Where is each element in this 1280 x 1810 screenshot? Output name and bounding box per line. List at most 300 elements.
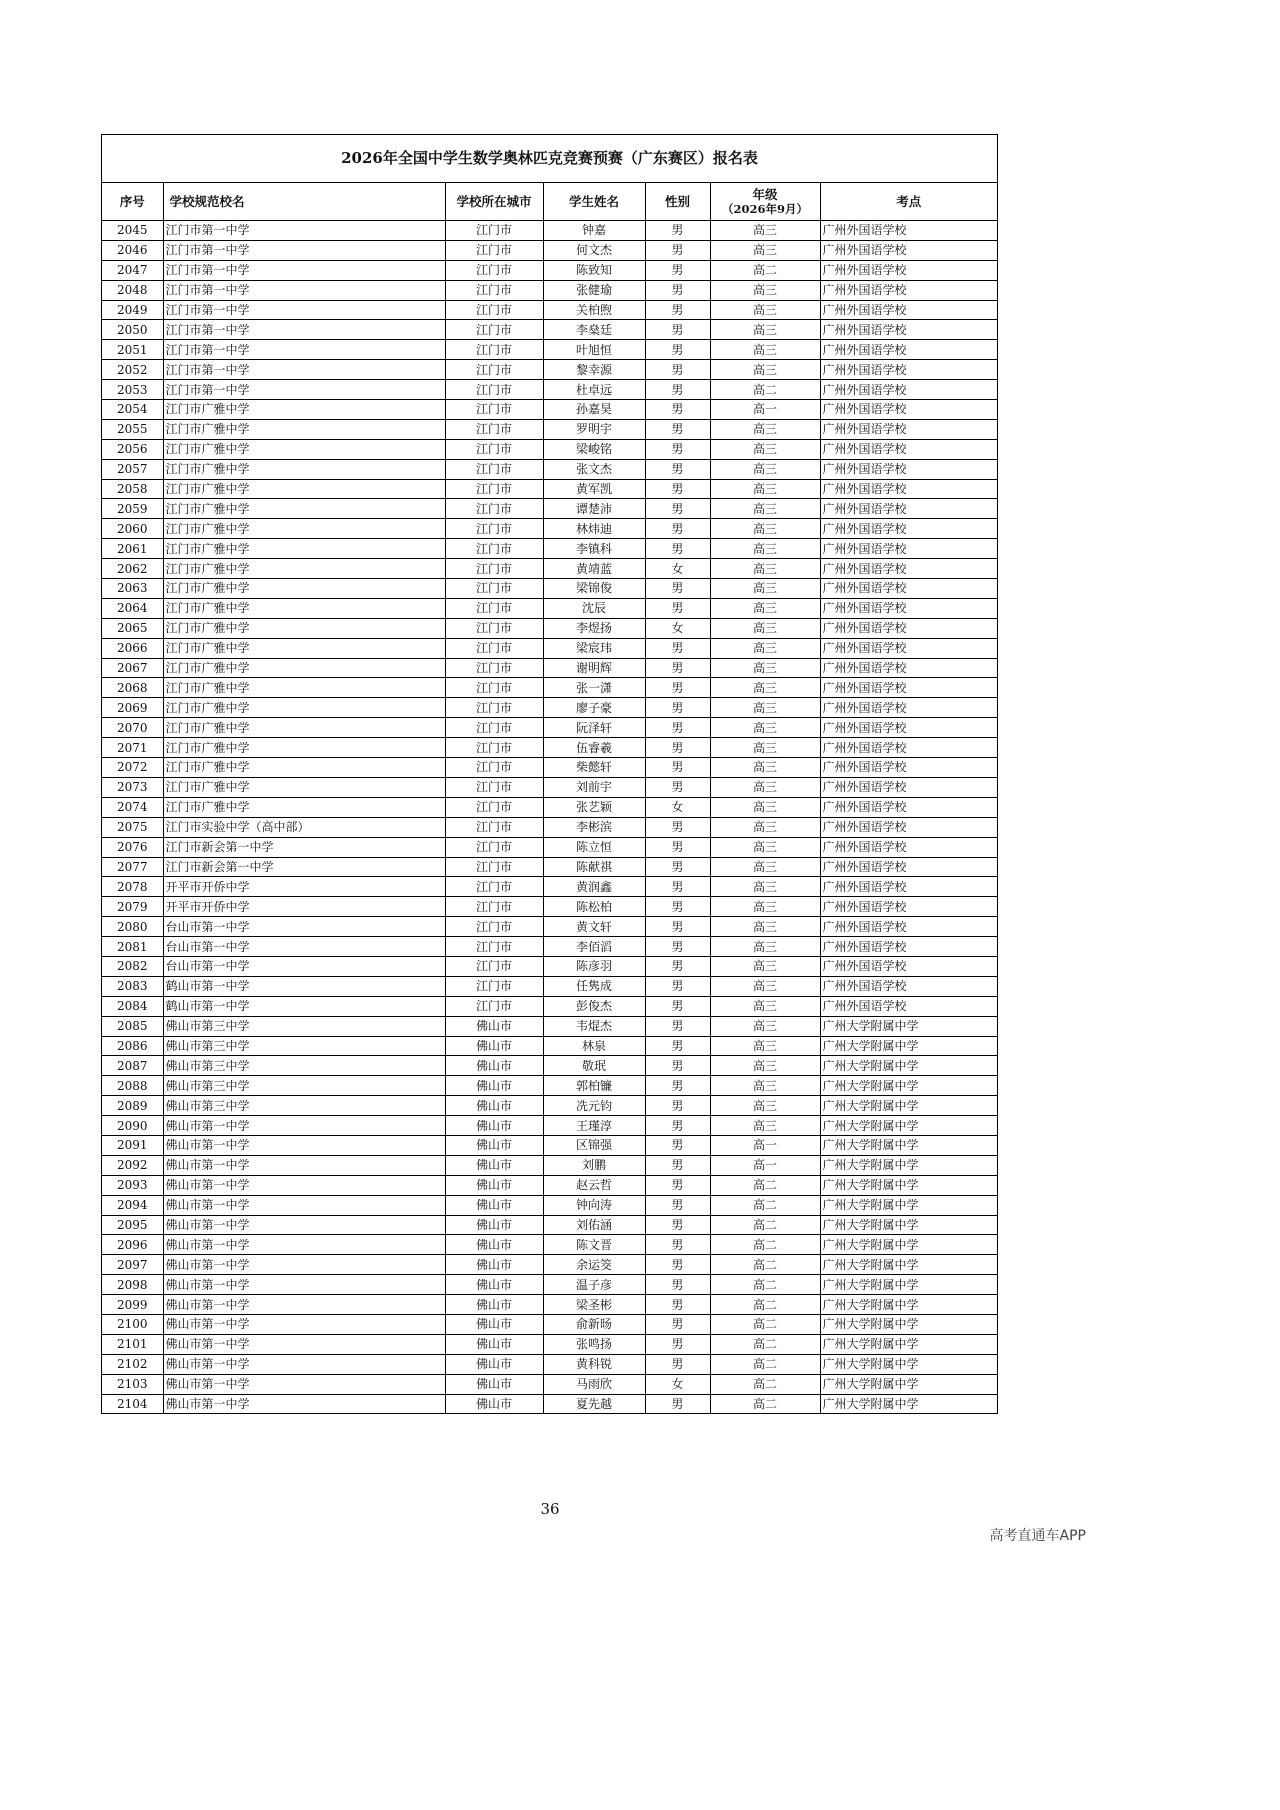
- cell-venue: 广州外国语学校: [820, 857, 997, 877]
- cell-school: 江门市第一中学: [163, 380, 445, 400]
- cell-city: 佛山市: [445, 1275, 543, 1295]
- cell-name: 黎幸源: [543, 360, 645, 380]
- table-row: [102, 1135, 997, 1155]
- table-row: [102, 1334, 997, 1354]
- cell-venue: 广州外国语学校: [820, 419, 997, 439]
- cell-gender: 男: [645, 221, 710, 241]
- cell-no: 2078: [102, 877, 163, 897]
- cell-name: 钟嘉: [543, 221, 645, 241]
- table-row: [102, 340, 997, 360]
- cell-city: 佛山市: [445, 1235, 543, 1255]
- cell-city: 佛山市: [445, 1334, 543, 1354]
- cell-grade: 高三: [710, 340, 820, 360]
- cell-school: 佛山市第一中学: [163, 1215, 445, 1235]
- cell-name: 赵云哲: [543, 1175, 645, 1195]
- cell-name: 马雨欣: [543, 1374, 645, 1394]
- cell-grade: 高三: [710, 857, 820, 877]
- cell-city: 佛山市: [445, 1314, 543, 1334]
- cell-no: 2083: [102, 976, 163, 996]
- cell-name: 黄军凯: [543, 479, 645, 499]
- cell-city: 江门市: [445, 718, 543, 738]
- cell-school: 江门市广雅中学: [163, 439, 445, 459]
- cell-school: 鹤山市第一中学: [163, 996, 445, 1016]
- cell-gender: 男: [645, 419, 710, 439]
- cell-city: 江门市: [445, 221, 543, 241]
- cell-no: 2080: [102, 917, 163, 937]
- cell-grade: 高三: [710, 758, 820, 778]
- cell-school: 佛山市第一中学: [163, 1374, 445, 1394]
- cell-gender: 男: [645, 638, 710, 658]
- cell-city: 佛山市: [445, 1215, 543, 1235]
- table-row: [102, 1036, 997, 1056]
- cell-grade: 高三: [710, 360, 820, 380]
- document-title: 2026年全国中学生数学奥林匹克竞赛预赛（广东赛区）报名表: [102, 135, 997, 183]
- cell-venue: 广州外国语学校: [820, 579, 997, 599]
- cell-school: 江门市新会第一中学: [163, 857, 445, 877]
- cell-city: 江门市: [445, 857, 543, 877]
- cell-venue: 广州大学附属中学: [820, 1314, 997, 1334]
- cell-venue: 广州外国语学校: [820, 638, 997, 658]
- cell-name: 黄润鑫: [543, 877, 645, 897]
- cell-gender: 男: [645, 1096, 710, 1116]
- table-row: [102, 1394, 997, 1413]
- cell-gender: 男: [645, 340, 710, 360]
- cell-no: 2059: [102, 499, 163, 519]
- cell-name: 李佰滔: [543, 937, 645, 957]
- cell-grade: 高二: [710, 1314, 820, 1334]
- table-row: [102, 419, 997, 439]
- cell-grade: 高三: [710, 976, 820, 996]
- cell-school: 江门市广雅中学: [163, 797, 445, 817]
- cell-no: 2072: [102, 758, 163, 778]
- cell-grade: 高二: [710, 1334, 820, 1354]
- cell-gender: 男: [645, 738, 710, 758]
- cell-school: 江门市广雅中学: [163, 419, 445, 439]
- cell-name: 任隽成: [543, 976, 645, 996]
- cell-grade: 高三: [710, 738, 820, 758]
- cell-name: 陈献祺: [543, 857, 645, 877]
- cell-name: 梁峻铭: [543, 439, 645, 459]
- cell-gender: 男: [645, 658, 710, 678]
- table-row: [102, 1354, 997, 1374]
- cell-venue: 广州外国语学校: [820, 797, 997, 817]
- cell-gender: 男: [645, 1394, 710, 1413]
- table-row: [102, 1016, 997, 1036]
- cell-name: 余运筊: [543, 1255, 645, 1275]
- cell-school: 江门市第一中学: [163, 360, 445, 380]
- cell-name: 张鸣扬: [543, 1334, 645, 1354]
- table-row: [102, 1155, 997, 1175]
- col-header-grade: [710, 183, 820, 221]
- cell-no: 2090: [102, 1116, 163, 1136]
- col-header-gender: 性别: [645, 183, 710, 221]
- cell-gender: 男: [645, 718, 710, 738]
- cell-gender: 男: [645, 380, 710, 400]
- cell-name: 郭柏镰: [543, 1076, 645, 1096]
- cell-gender: 女: [645, 559, 710, 579]
- header-row: [102, 183, 997, 221]
- cell-name: 孙嘉昊: [543, 400, 645, 420]
- table-row: [102, 797, 997, 817]
- cell-venue: 广州外国语学校: [820, 678, 997, 698]
- table-row: [102, 638, 997, 658]
- table-row: [102, 1275, 997, 1295]
- table-row: [102, 598, 997, 618]
- cell-no: 2051: [102, 340, 163, 360]
- cell-school: 开平市开侨中学: [163, 877, 445, 897]
- cell-no: 2095: [102, 1215, 163, 1235]
- cell-no: 2085: [102, 1016, 163, 1036]
- cell-grade: 高三: [710, 479, 820, 499]
- cell-grade: 高三: [710, 419, 820, 439]
- cell-venue: 广州大学附属中学: [820, 1155, 997, 1175]
- cell-name: 陈彦羽: [543, 956, 645, 976]
- cell-school: 江门市广雅中学: [163, 400, 445, 420]
- cell-school: 江门市广雅中学: [163, 519, 445, 539]
- cell-grade: 高三: [710, 1036, 820, 1056]
- cell-venue: 广州大学附属中学: [820, 1076, 997, 1096]
- cell-grade: 高二: [710, 380, 820, 400]
- col-header-grade-label: 年级: [752, 186, 778, 202]
- table-row: [102, 658, 997, 678]
- cell-venue: 广州外国语学校: [820, 658, 997, 678]
- cell-school: 台山市第一中学: [163, 956, 445, 976]
- cell-name: 张文杰: [543, 459, 645, 479]
- cell-no: 2086: [102, 1036, 163, 1056]
- cell-gender: 男: [645, 1354, 710, 1374]
- cell-no: 2084: [102, 996, 163, 1016]
- table-row: [102, 857, 997, 877]
- cell-school: 江门市新会第一中学: [163, 837, 445, 857]
- cell-gender: 男: [645, 439, 710, 459]
- cell-city: 佛山市: [445, 1056, 543, 1076]
- cell-city: 佛山市: [445, 1116, 543, 1136]
- cell-gender: 男: [645, 479, 710, 499]
- cell-grade: 高三: [710, 1016, 820, 1036]
- cell-school: 佛山市第三中学: [163, 1076, 445, 1096]
- cell-gender: 男: [645, 320, 710, 340]
- cell-gender: 男: [645, 837, 710, 857]
- cell-school: 佛山市第一中学: [163, 1135, 445, 1155]
- cell-no: 2049: [102, 300, 163, 320]
- cell-grade: 高三: [710, 797, 820, 817]
- cell-no: 2058: [102, 479, 163, 499]
- cell-grade: 高三: [710, 240, 820, 260]
- cell-venue: 广州外国语学校: [820, 320, 997, 340]
- cell-city: 江门市: [445, 897, 543, 917]
- cell-city: 江门市: [445, 976, 543, 996]
- table-row: [102, 360, 997, 380]
- cell-venue: 广州外国语学校: [820, 360, 997, 380]
- cell-name: 钟向涛: [543, 1195, 645, 1215]
- cell-name: 区锦强: [543, 1135, 645, 1155]
- cell-gender: 男: [645, 678, 710, 698]
- cell-gender: 男: [645, 519, 710, 539]
- cell-venue: 广州外国语学校: [820, 718, 997, 738]
- cell-name: 梁圣彬: [543, 1295, 645, 1315]
- cell-school: 台山市第一中学: [163, 917, 445, 937]
- cell-school: 佛山市第一中学: [163, 1314, 445, 1334]
- table-row: [102, 459, 997, 479]
- cell-gender: 男: [645, 459, 710, 479]
- cell-gender: 男: [645, 698, 710, 718]
- cell-gender: 男: [645, 777, 710, 797]
- cell-no: 2045: [102, 221, 163, 241]
- col-header-school: 学校规范校名: [163, 183, 445, 221]
- cell-city: 江门市: [445, 360, 543, 380]
- table-row: [102, 897, 997, 917]
- cell-city: 佛山市: [445, 1175, 543, 1195]
- cell-city: 佛山市: [445, 1255, 543, 1275]
- table-row: [102, 300, 997, 320]
- cell-name: 李燊廷: [543, 320, 645, 340]
- cell-gender: 男: [645, 976, 710, 996]
- cell-venue: 广州外国语学校: [820, 519, 997, 539]
- cell-gender: 男: [645, 240, 710, 260]
- cell-gender: 男: [645, 499, 710, 519]
- table-row: [102, 1235, 997, 1255]
- cell-gender: 男: [645, 1195, 710, 1215]
- cell-no: 2053: [102, 380, 163, 400]
- cell-name: 谭楚沛: [543, 499, 645, 519]
- table-row: [102, 758, 997, 778]
- table-row: [102, 1295, 997, 1315]
- cell-school: 江门市广雅中学: [163, 459, 445, 479]
- cell-name: 林泉: [543, 1036, 645, 1056]
- cell-venue: 广州外国语学校: [820, 459, 997, 479]
- col-header-name: 学生姓名: [543, 183, 645, 221]
- cell-school: 江门市广雅中学: [163, 738, 445, 758]
- cell-school: 佛山市第三中学: [163, 1056, 445, 1076]
- cell-grade: 高三: [710, 539, 820, 559]
- cell-city: 江门市: [445, 956, 543, 976]
- cell-venue: 广州外国语学校: [820, 758, 997, 778]
- cell-no: 2060: [102, 519, 163, 539]
- cell-city: 江门市: [445, 877, 543, 897]
- cell-gender: 男: [645, 1155, 710, 1175]
- cell-venue: 广州外国语学校: [820, 996, 997, 1016]
- cell-gender: 男: [645, 1275, 710, 1295]
- col-header-venue: 考点: [820, 183, 997, 221]
- cell-school: 佛山市第一中学: [163, 1195, 445, 1215]
- cell-school: 江门市第一中学: [163, 340, 445, 360]
- cell-no: 2073: [102, 777, 163, 797]
- cell-venue: 广州外国语学校: [820, 499, 997, 519]
- cell-city: 江门市: [445, 658, 543, 678]
- table-row: [102, 877, 997, 897]
- cell-city: 江门市: [445, 479, 543, 499]
- cell-city: 江门市: [445, 400, 543, 420]
- cell-venue: 广州大学附属中学: [820, 1036, 997, 1056]
- table-row: [102, 439, 997, 459]
- cell-school: 江门市广雅中学: [163, 539, 445, 559]
- cell-venue: 广州外国语学校: [820, 439, 997, 459]
- cell-gender: 男: [645, 300, 710, 320]
- cell-venue: 广州外国语学校: [820, 280, 997, 300]
- cell-school: 鹤山市第一中学: [163, 976, 445, 996]
- cell-grade: 高一: [710, 400, 820, 420]
- cell-school: 江门市广雅中学: [163, 559, 445, 579]
- cell-no: 2104: [102, 1394, 163, 1413]
- cell-city: 江门市: [445, 678, 543, 698]
- cell-name: 叶旭恒: [543, 340, 645, 360]
- cell-city: 佛山市: [445, 1354, 543, 1374]
- cell-city: 佛山市: [445, 1374, 543, 1394]
- col-header-grade-sub: （2026年9月）: [721, 201, 808, 216]
- col-header-city: 学校所在城市: [445, 183, 543, 221]
- cell-city: 江门市: [445, 917, 543, 937]
- cell-city: 江门市: [445, 837, 543, 857]
- cell-no: 2103: [102, 1374, 163, 1394]
- table-row: [102, 380, 997, 400]
- cell-school: 江门市广雅中学: [163, 579, 445, 599]
- cell-name: 李彬滨: [543, 817, 645, 837]
- cell-name: 陈立恒: [543, 837, 645, 857]
- table-row: [102, 976, 997, 996]
- cell-gender: 男: [645, 1076, 710, 1096]
- cell-grade: 高三: [710, 1116, 820, 1136]
- cell-school: 江门市广雅中学: [163, 758, 445, 778]
- cell-name: 黄靖蓝: [543, 559, 645, 579]
- cell-city: 佛山市: [445, 1076, 543, 1096]
- cell-name: 陈致知: [543, 260, 645, 280]
- cell-venue: 广州外国语学校: [820, 260, 997, 280]
- cell-city: 江门市: [445, 579, 543, 599]
- cell-name: 李镇科: [543, 539, 645, 559]
- cell-school: 江门市广雅中学: [163, 718, 445, 738]
- cell-name: 陈松柏: [543, 897, 645, 917]
- cell-no: 2047: [102, 260, 163, 280]
- cell-venue: 广州外国语学校: [820, 976, 997, 996]
- table-row: [102, 817, 997, 837]
- cell-school: 江门市第一中学: [163, 300, 445, 320]
- cell-venue: 广州外国语学校: [820, 221, 997, 241]
- cell-no: 2082: [102, 956, 163, 976]
- cell-city: 江门市: [445, 539, 543, 559]
- cell-grade: 高三: [710, 996, 820, 1016]
- cell-school: 江门市第一中学: [163, 260, 445, 280]
- cell-grade: 高二: [710, 1255, 820, 1275]
- cell-grade: 高三: [710, 917, 820, 937]
- table-row: [102, 1096, 997, 1116]
- cell-school: 江门市第一中学: [163, 221, 445, 241]
- table-row: [102, 1314, 997, 1334]
- cell-no: 2055: [102, 419, 163, 439]
- table-row: [102, 519, 997, 539]
- cell-name: 谢明辉: [543, 658, 645, 678]
- cell-venue: 广州大学附属中学: [820, 1195, 997, 1215]
- cell-venue: 广州大学附属中学: [820, 1354, 997, 1374]
- cell-no: 2081: [102, 937, 163, 957]
- cell-grade: 高三: [710, 459, 820, 479]
- cell-no: 2094: [102, 1195, 163, 1215]
- cell-grade: 高三: [710, 439, 820, 459]
- cell-name: 俞新旸: [543, 1314, 645, 1334]
- cell-venue: 广州大学附属中学: [820, 1215, 997, 1235]
- cell-school: 台山市第一中学: [163, 937, 445, 957]
- cell-venue: 广州外国语学校: [820, 559, 997, 579]
- table-row: [102, 1175, 997, 1195]
- cell-no: 2066: [102, 638, 163, 658]
- cell-name: 梁宸玮: [543, 638, 645, 658]
- cell-school: 江门市实验中学（高中部）: [163, 817, 445, 837]
- cell-no: 2100: [102, 1314, 163, 1334]
- cell-school: 江门市广雅中学: [163, 777, 445, 797]
- cell-city: 佛山市: [445, 1155, 543, 1175]
- table-row: [102, 698, 997, 718]
- cell-name: 廖子豪: [543, 698, 645, 718]
- cell-city: 江门市: [445, 419, 543, 439]
- cell-school: 佛山市第三中学: [163, 1096, 445, 1116]
- table-row: [102, 320, 997, 340]
- table-row: [102, 996, 997, 1016]
- cell-name: 阮泽轩: [543, 718, 645, 738]
- cell-no: 2052: [102, 360, 163, 380]
- cell-venue: 广州外国语学校: [820, 817, 997, 837]
- cell-no: 2069: [102, 698, 163, 718]
- cell-name: 黄科锐: [543, 1354, 645, 1374]
- registration-table: [101, 134, 998, 1414]
- cell-gender: 男: [645, 539, 710, 559]
- cell-gender: 男: [645, 579, 710, 599]
- cell-name: 林炜迪: [543, 519, 645, 539]
- cell-grade: 高三: [710, 777, 820, 797]
- cell-name: 何文杰: [543, 240, 645, 260]
- cell-name: 李煜扬: [543, 618, 645, 638]
- cell-name: 彭俊杰: [543, 996, 645, 1016]
- table-row: [102, 956, 997, 976]
- table-body: [102, 221, 997, 1414]
- cell-venue: 广州外国语学校: [820, 618, 997, 638]
- cell-no: 2079: [102, 897, 163, 917]
- table-row: [102, 240, 997, 260]
- cell-venue: 广州大学附属中学: [820, 1334, 997, 1354]
- cell-school: 佛山市第三中学: [163, 1016, 445, 1036]
- cell-city: 江门市: [445, 519, 543, 539]
- cell-venue: 广州外国语学校: [820, 240, 997, 260]
- cell-school: 佛山市第一中学: [163, 1155, 445, 1175]
- cell-gender: 女: [645, 797, 710, 817]
- cell-gender: 男: [645, 937, 710, 957]
- cell-grade: 高三: [710, 658, 820, 678]
- cell-name: 冼元钧: [543, 1096, 645, 1116]
- cell-school: 佛山市第一中学: [163, 1175, 445, 1195]
- cell-city: 佛山市: [445, 1195, 543, 1215]
- cell-name: 张健瑜: [543, 280, 645, 300]
- cell-grade: 高三: [710, 1076, 820, 1096]
- cell-no: 2068: [102, 678, 163, 698]
- cell-no: 2091: [102, 1135, 163, 1155]
- cell-venue: 广州外国语学校: [820, 956, 997, 976]
- cell-grade: 高三: [710, 221, 820, 241]
- cell-grade: 高三: [710, 956, 820, 976]
- cell-gender: 男: [645, 260, 710, 280]
- cell-venue: 广州大学附属中学: [820, 1116, 997, 1136]
- cell-school: 江门市广雅中学: [163, 698, 445, 718]
- cell-no: 2089: [102, 1096, 163, 1116]
- cell-city: 江门市: [445, 797, 543, 817]
- cell-gender: 男: [645, 1056, 710, 1076]
- cell-city: 江门市: [445, 260, 543, 280]
- cell-gender: 男: [645, 280, 710, 300]
- cell-no: 2101: [102, 1334, 163, 1354]
- cell-city: 佛山市: [445, 1016, 543, 1036]
- cell-venue: 广州大学附属中学: [820, 1394, 997, 1413]
- cell-gender: 女: [645, 1374, 710, 1394]
- cell-city: 江门市: [445, 598, 543, 618]
- cell-city: 江门市: [445, 738, 543, 758]
- cell-city: 江门市: [445, 320, 543, 340]
